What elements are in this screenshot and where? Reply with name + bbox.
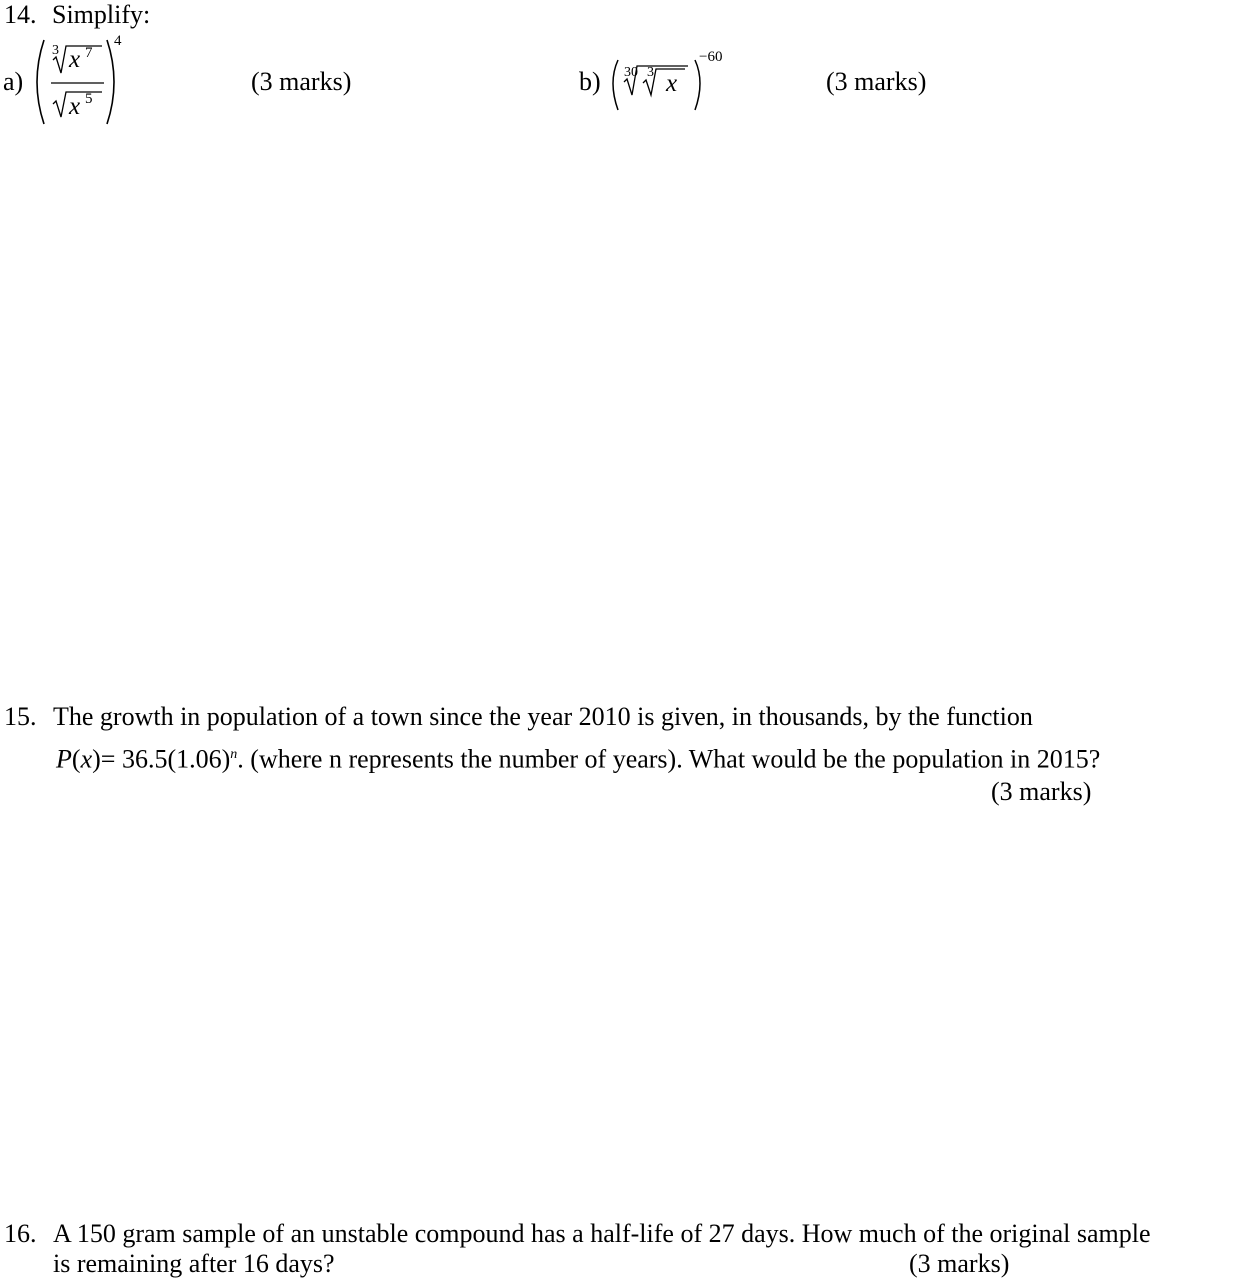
q15-line2-rest: . (where n represents the number of years). What would be the population in 2015? (237, 744, 1101, 774)
q14a-num-radicand: x (69, 46, 81, 73)
q14a-right-paren (107, 40, 114, 124)
q15-func-name: P (56, 744, 72, 774)
q16-line1: A 150 gram sample of an unstable compound has a half-life of 27 days. How much of the original sample (53, 1219, 1151, 1248)
q14b-expression (0, 0, 1, 1)
q14a-left-paren (37, 40, 44, 124)
q16-marks: (3 marks) (909, 1249, 1010, 1278)
q16-line2: is remaining after 16 days? (53, 1249, 335, 1278)
q15-marks: (3 marks) (991, 777, 1092, 806)
q16-number: 16. (4, 1219, 37, 1248)
q14b-marks: (3 marks) (826, 67, 927, 96)
q15-func-open-paren: ( (71, 744, 81, 774)
q14a-den-radicand: x (69, 93, 81, 120)
q14b-label: b) (579, 67, 601, 96)
q14-number: 14. (4, 0, 37, 29)
q14b-outer-exponent: −60 (699, 49, 723, 65)
q14a-num-index: 3 (52, 43, 59, 58)
q14a-marks: (3 marks) (251, 67, 352, 96)
q15-number: 15. (4, 702, 37, 731)
q14-title: Simplify: (52, 0, 151, 29)
q14b-inner-index: 3 (647, 65, 654, 80)
q14a-outer-exponent: 4 (114, 33, 122, 49)
q15-func-base: (1.06) (167, 744, 231, 774)
q15-func-var: x (80, 744, 93, 774)
q14a-den-exponent: 5 (85, 91, 93, 107)
q14b-outer-index: 30 (624, 65, 638, 80)
q15-func-exp: n (230, 747, 238, 762)
q15-func-eq: = 36.5 (100, 744, 168, 774)
q15-func-close-paren: ) (92, 744, 101, 774)
q14a-label: a) (3, 67, 24, 96)
q15-line1: The growth in population of a town since the year 2010 is given, in thousands, by the function (53, 702, 1033, 731)
q14a-num-exponent: 7 (85, 45, 93, 61)
q14b-left-paren (613, 60, 618, 110)
q14b-right-paren (695, 60, 700, 110)
q14b-radicand: x (666, 70, 678, 97)
q15-line2 (56, 740, 1100, 775)
